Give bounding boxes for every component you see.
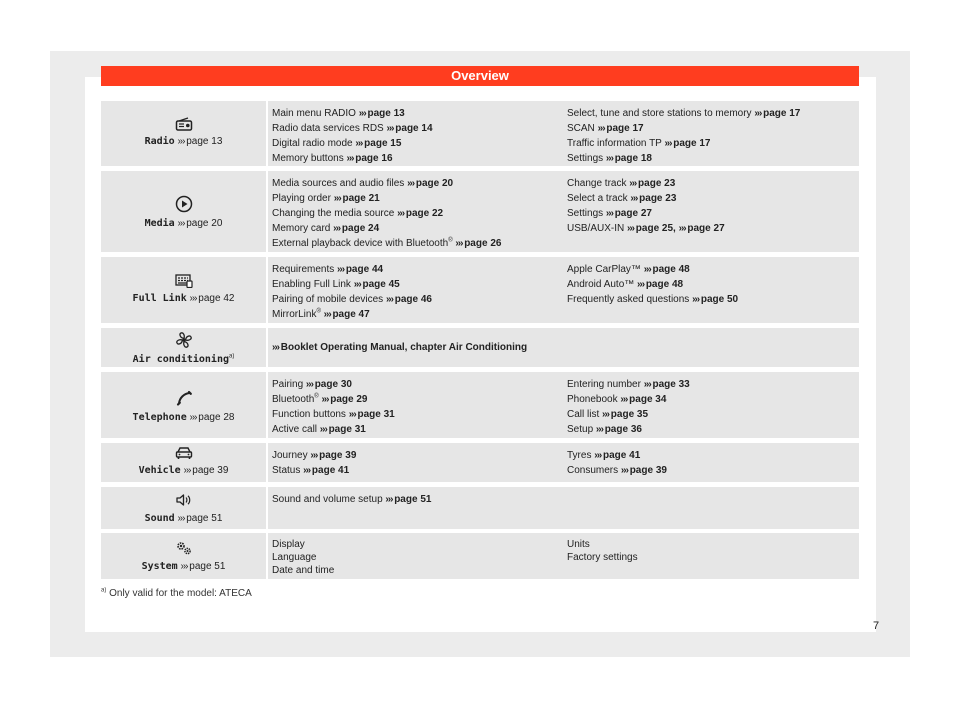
table-row-media bbox=[101, 171, 859, 252]
arrow-icon: ››› bbox=[605, 208, 615, 219]
list-item: Factory settings bbox=[567, 552, 638, 563]
topics-column-2 bbox=[567, 448, 667, 478]
arrow-icon: ››› bbox=[177, 513, 187, 524]
column-divider bbox=[266, 328, 268, 367]
page-reference[interactable]: ››› page 25, bbox=[627, 223, 676, 234]
page-reference[interactable]: ››› page 48 bbox=[637, 279, 684, 290]
arrow-icon: ››› bbox=[177, 136, 187, 147]
list-item: Traffic information TP ››› page 17 bbox=[567, 138, 711, 149]
page-reference[interactable]: ››› page 36 bbox=[595, 424, 642, 435]
topics-column-1 bbox=[272, 448, 356, 478]
arrow-icon: ››› bbox=[189, 293, 199, 304]
column-divider bbox=[266, 101, 268, 166]
list-item: Settings ››› page 18 bbox=[567, 153, 652, 164]
category-name: System bbox=[141, 561, 178, 572]
table-row-air-conditioning bbox=[101, 328, 859, 367]
column-divider bbox=[266, 487, 268, 529]
page-reference[interactable]: ››› page 13 bbox=[177, 136, 223, 147]
list-item: Language bbox=[272, 552, 317, 563]
list-item: Select a track ››› page 23 bbox=[567, 193, 677, 204]
category-name: Full Link bbox=[132, 293, 187, 304]
list-item: External playback device with Bluetooth® ››› page 26 bbox=[272, 237, 502, 249]
list-item: USB/AUX-IN ››› page 25, ››› page 27 bbox=[567, 223, 725, 234]
list-item: Main menu RADIO ››› page 13 bbox=[272, 108, 405, 119]
column-divider bbox=[266, 533, 268, 579]
list-item: Phonebook ››› page 34 bbox=[567, 394, 667, 405]
page-reference[interactable]: ››› page 41 bbox=[594, 450, 641, 461]
topics-column-2 bbox=[567, 262, 738, 307]
list-item: Units bbox=[567, 539, 590, 550]
list-item: Sound and volume setup ››› page 51 bbox=[272, 494, 432, 505]
column-divider bbox=[266, 171, 268, 252]
arrow-icon: ››› bbox=[355, 138, 365, 149]
page-reference[interactable]: ››› page 46 bbox=[385, 294, 432, 305]
topics-column-1 bbox=[272, 106, 433, 166]
arrow-icon: ››› bbox=[177, 218, 187, 229]
column-divider bbox=[266, 372, 268, 438]
arrow-icon: ››› bbox=[407, 178, 416, 189]
category-label bbox=[101, 354, 266, 365]
page-reference[interactable]: ››› page 27 bbox=[678, 223, 725, 234]
list-item: Enabling Full Link ››› page 45 bbox=[272, 279, 400, 290]
arrow-icon: ››› bbox=[310, 450, 320, 461]
footnote-mark: a) bbox=[228, 353, 235, 360]
category-label bbox=[101, 412, 266, 423]
page-reference[interactable]: ››› page 39 bbox=[183, 465, 229, 476]
category-cell bbox=[101, 443, 266, 482]
category-cell bbox=[101, 101, 266, 166]
arrow-icon: ››› bbox=[319, 424, 329, 435]
page-reference[interactable]: ››› page 20 bbox=[407, 178, 454, 189]
page-reference[interactable]: ››› page 33 bbox=[643, 379, 690, 390]
arrow-icon: ››› bbox=[595, 424, 605, 435]
category-label bbox=[101, 465, 266, 476]
category-label bbox=[101, 293, 266, 304]
arrow-icon: ››› bbox=[397, 208, 406, 219]
footnote-mark: a) bbox=[101, 587, 107, 594]
list-item: SCAN ››› page 17 bbox=[567, 123, 644, 134]
page-reference[interactable]: ››› page 16 bbox=[346, 153, 393, 164]
page-reference[interactable]: ››› page 31 bbox=[348, 409, 395, 420]
arrow-icon: ››› bbox=[692, 294, 701, 305]
page-reference[interactable]: ››› page 28 bbox=[189, 412, 235, 423]
page-reference[interactable]: ››› page 39 bbox=[620, 465, 667, 476]
arrow-icon: ››› bbox=[305, 379, 315, 390]
column-divider bbox=[266, 443, 268, 482]
category-label bbox=[101, 218, 266, 229]
page-reference[interactable]: ››› page 23 bbox=[630, 193, 677, 204]
footnote-text: Only valid for the model: ATECA bbox=[109, 588, 252, 599]
arrow-icon: ››› bbox=[664, 138, 674, 149]
page-reference[interactable]: ››› page 41 bbox=[303, 465, 350, 476]
page-reference[interactable]: ››› page 18 bbox=[605, 153, 652, 164]
list-item: Memory buttons ››› page 16 bbox=[272, 153, 393, 164]
list-item: Media sources and audio files ››› page 20 bbox=[272, 178, 454, 189]
list-item: Function buttons ››› page 31 bbox=[272, 409, 395, 420]
page-reference[interactable]: ››› page 44 bbox=[337, 264, 384, 275]
page-reference[interactable]: ››› page 48 bbox=[643, 264, 690, 275]
list-item: Frequently asked questions ››› page 50 bbox=[567, 294, 739, 305]
topics-column-1 bbox=[272, 492, 431, 507]
page-reference[interactable]: ››› page 35 bbox=[602, 409, 649, 420]
page-reference[interactable]: ››› page 39 bbox=[310, 450, 357, 461]
category-cell bbox=[101, 257, 266, 323]
car-icon bbox=[101, 446, 266, 465]
list-item: Tyres ››› page 41 bbox=[567, 450, 641, 461]
arrow-icon: ››› bbox=[620, 394, 630, 405]
list-item: Active call ››› page 31 bbox=[272, 424, 366, 435]
footnote bbox=[101, 588, 252, 599]
page-reference[interactable]: ››› page 20 bbox=[177, 218, 223, 229]
arrow-icon: ››› bbox=[358, 108, 368, 119]
speaker-icon bbox=[101, 492, 266, 513]
page-reference[interactable]: ››› page 47 bbox=[323, 309, 370, 320]
gears-icon bbox=[101, 540, 266, 561]
table-row-vehicle bbox=[101, 443, 859, 482]
arrow-icon: ››› bbox=[303, 465, 312, 476]
arrow-icon: ››› bbox=[629, 178, 639, 189]
page-reference[interactable]: ››› page 27 bbox=[605, 208, 652, 219]
arrow-icon: ››› bbox=[627, 223, 636, 234]
arrow-icon: ››› bbox=[323, 309, 333, 320]
page-reference[interactable]: ››› page 14 bbox=[386, 123, 433, 134]
arrow-icon: ››› bbox=[385, 494, 395, 505]
table-row-sound bbox=[101, 487, 859, 529]
page-reference[interactable]: ››› page 51 bbox=[180, 561, 226, 572]
category-name: Air conditioning bbox=[132, 354, 229, 365]
category-cell bbox=[101, 328, 266, 367]
page-reference[interactable]: ››› page 34 bbox=[620, 394, 667, 405]
arrow-icon: ››› bbox=[346, 153, 356, 164]
page-number: 7 bbox=[873, 620, 880, 632]
arrow-icon: ››› bbox=[643, 264, 653, 275]
arrow-icon: ››› bbox=[620, 465, 630, 476]
table-row-full-link bbox=[101, 257, 859, 323]
page-reference[interactable]: ››› page 45 bbox=[353, 279, 400, 290]
page-reference[interactable]: ››› page 31 bbox=[319, 424, 366, 435]
topics-column-1 bbox=[272, 377, 395, 437]
radio-icon bbox=[101, 117, 266, 136]
category-name: Radio bbox=[144, 136, 175, 147]
arrow-icon: ››› bbox=[189, 412, 199, 423]
page-reference[interactable]: ››› page 17 bbox=[664, 138, 711, 149]
arrow-icon: ››› bbox=[348, 409, 358, 420]
table-row-system bbox=[101, 533, 859, 579]
category-label bbox=[101, 136, 266, 147]
arrow-icon: ››› bbox=[321, 394, 331, 405]
category-cell bbox=[101, 372, 266, 438]
list-item: Android Auto™ ››› page 48 bbox=[567, 279, 684, 290]
page-reference[interactable]: ››› page 15 bbox=[355, 138, 402, 149]
page-reference[interactable]: ››› page 17 bbox=[597, 123, 644, 134]
category-cell bbox=[101, 487, 266, 529]
fan-icon bbox=[101, 331, 266, 354]
arrow-icon: ››› bbox=[272, 342, 281, 353]
topics-column-2 bbox=[567, 538, 638, 564]
page-reference[interactable]: ››› page 29 bbox=[321, 394, 368, 405]
category-cell bbox=[101, 533, 266, 579]
topics-column-1 bbox=[272, 262, 432, 322]
play-circle-icon bbox=[101, 195, 266, 218]
list-item: Select, tune and store stations to memory ››› page 17 bbox=[567, 108, 801, 119]
arrow-icon: ››› bbox=[678, 223, 688, 234]
table-row-telephone bbox=[101, 372, 859, 438]
column-divider bbox=[266, 257, 268, 323]
list-item: Radio data services RDS ››› page 14 bbox=[272, 123, 433, 134]
list-item: Date and time bbox=[272, 565, 335, 576]
list-item: Pairing of mobile devices ››› page 46 bbox=[272, 294, 432, 305]
reference-note[interactable]: ››› Booklet Operating Manual, chapter Air Conditioning bbox=[272, 342, 528, 353]
list-item: Status ››› page 41 bbox=[272, 465, 350, 476]
category-label bbox=[101, 513, 266, 524]
category-name: Sound bbox=[144, 513, 175, 524]
list-item: MirrorLink® ››› page 47 bbox=[272, 308, 370, 320]
page-reference[interactable]: ››› page 24 bbox=[333, 223, 380, 234]
category-label bbox=[101, 561, 266, 572]
category-name: Telephone bbox=[132, 412, 187, 423]
list-item: Memory card ››› page 24 bbox=[272, 223, 380, 234]
page-reference[interactable]: ››› page 51 bbox=[385, 494, 432, 505]
page-reference[interactable]: ››› page 22 bbox=[397, 208, 444, 219]
page-reference[interactable]: ››› page 50 bbox=[692, 294, 739, 305]
topics-column-2 bbox=[567, 176, 725, 236]
list-item: Apple CarPlay™ ››› page 48 bbox=[567, 264, 690, 275]
page-reference[interactable]: ››› page 26 bbox=[455, 238, 502, 249]
arrow-icon: ››› bbox=[385, 294, 395, 305]
arrow-icon: ››› bbox=[637, 279, 646, 290]
list-item: Journey ››› page 39 bbox=[272, 450, 357, 461]
arrow-icon: ››› bbox=[180, 561, 190, 572]
page-reference[interactable]: ››› page 51 bbox=[177, 513, 223, 524]
registered-mark: ® bbox=[316, 308, 321, 315]
list-item: Call list ››› page 35 bbox=[567, 409, 649, 420]
list-item: Requirements ››› page 44 bbox=[272, 264, 384, 275]
list-item: Bluetooth® ››› page 29 bbox=[272, 393, 368, 405]
registered-mark: ® bbox=[448, 237, 453, 244]
category-name: Vehicle bbox=[138, 465, 181, 476]
arrow-icon: ››› bbox=[630, 193, 640, 204]
arrow-icon: ››› bbox=[643, 379, 653, 390]
page-reference[interactable]: ››› page 13 bbox=[358, 108, 405, 119]
list-item: Display bbox=[272, 539, 305, 550]
page-reference[interactable]: ››› page 30 bbox=[305, 379, 352, 390]
note-column bbox=[272, 340, 527, 355]
arrow-icon: ››› bbox=[333, 223, 342, 234]
category-name: Media bbox=[144, 218, 175, 229]
list-item: Change track ››› page 23 bbox=[567, 178, 676, 189]
arrow-icon: ››› bbox=[754, 108, 764, 119]
page-reference[interactable]: ››› page 21 bbox=[333, 193, 380, 204]
arrow-icon: ››› bbox=[337, 264, 346, 275]
list-item: Pairing ››› page 30 bbox=[272, 379, 352, 390]
category-cell bbox=[101, 171, 266, 252]
list-item: Playing order ››› page 21 bbox=[272, 193, 380, 204]
list-item: Digital radio mode ››› page 15 bbox=[272, 138, 402, 149]
topics-column-2 bbox=[567, 377, 690, 437]
arrow-icon: ››› bbox=[597, 123, 607, 134]
page-reference[interactable]: ››› page 23 bbox=[629, 178, 676, 189]
full-link-icon bbox=[101, 274, 266, 293]
arrow-icon: ››› bbox=[594, 450, 604, 461]
arrow-icon: ››› bbox=[386, 123, 396, 134]
arrow-icon: ››› bbox=[605, 153, 615, 164]
topics-column-2 bbox=[567, 106, 800, 166]
list-item: Settings ››› page 27 bbox=[567, 208, 652, 219]
arrow-icon: ››› bbox=[455, 238, 465, 249]
page-title: Overview bbox=[101, 66, 859, 86]
topics-column-1 bbox=[272, 176, 501, 251]
list-item: Entering number ››› page 33 bbox=[567, 379, 690, 390]
table-row-radio bbox=[101, 101, 859, 166]
arrow-icon: ››› bbox=[353, 279, 363, 290]
arrow-icon: ››› bbox=[333, 193, 343, 204]
arrow-icon: ››› bbox=[602, 409, 611, 420]
registered-mark: ® bbox=[314, 393, 319, 400]
list-item: Consumers ››› page 39 bbox=[567, 465, 667, 476]
list-item: Changing the media source ››› page 22 bbox=[272, 208, 444, 219]
page-reference[interactable]: ››› page 17 bbox=[754, 108, 801, 119]
arrow-icon: ››› bbox=[183, 465, 193, 476]
topics-column-1 bbox=[272, 538, 334, 577]
page-reference[interactable]: ››› page 42 bbox=[189, 293, 235, 304]
list-item: Setup ››› page 36 bbox=[567, 424, 642, 435]
phone-icon bbox=[101, 389, 266, 412]
